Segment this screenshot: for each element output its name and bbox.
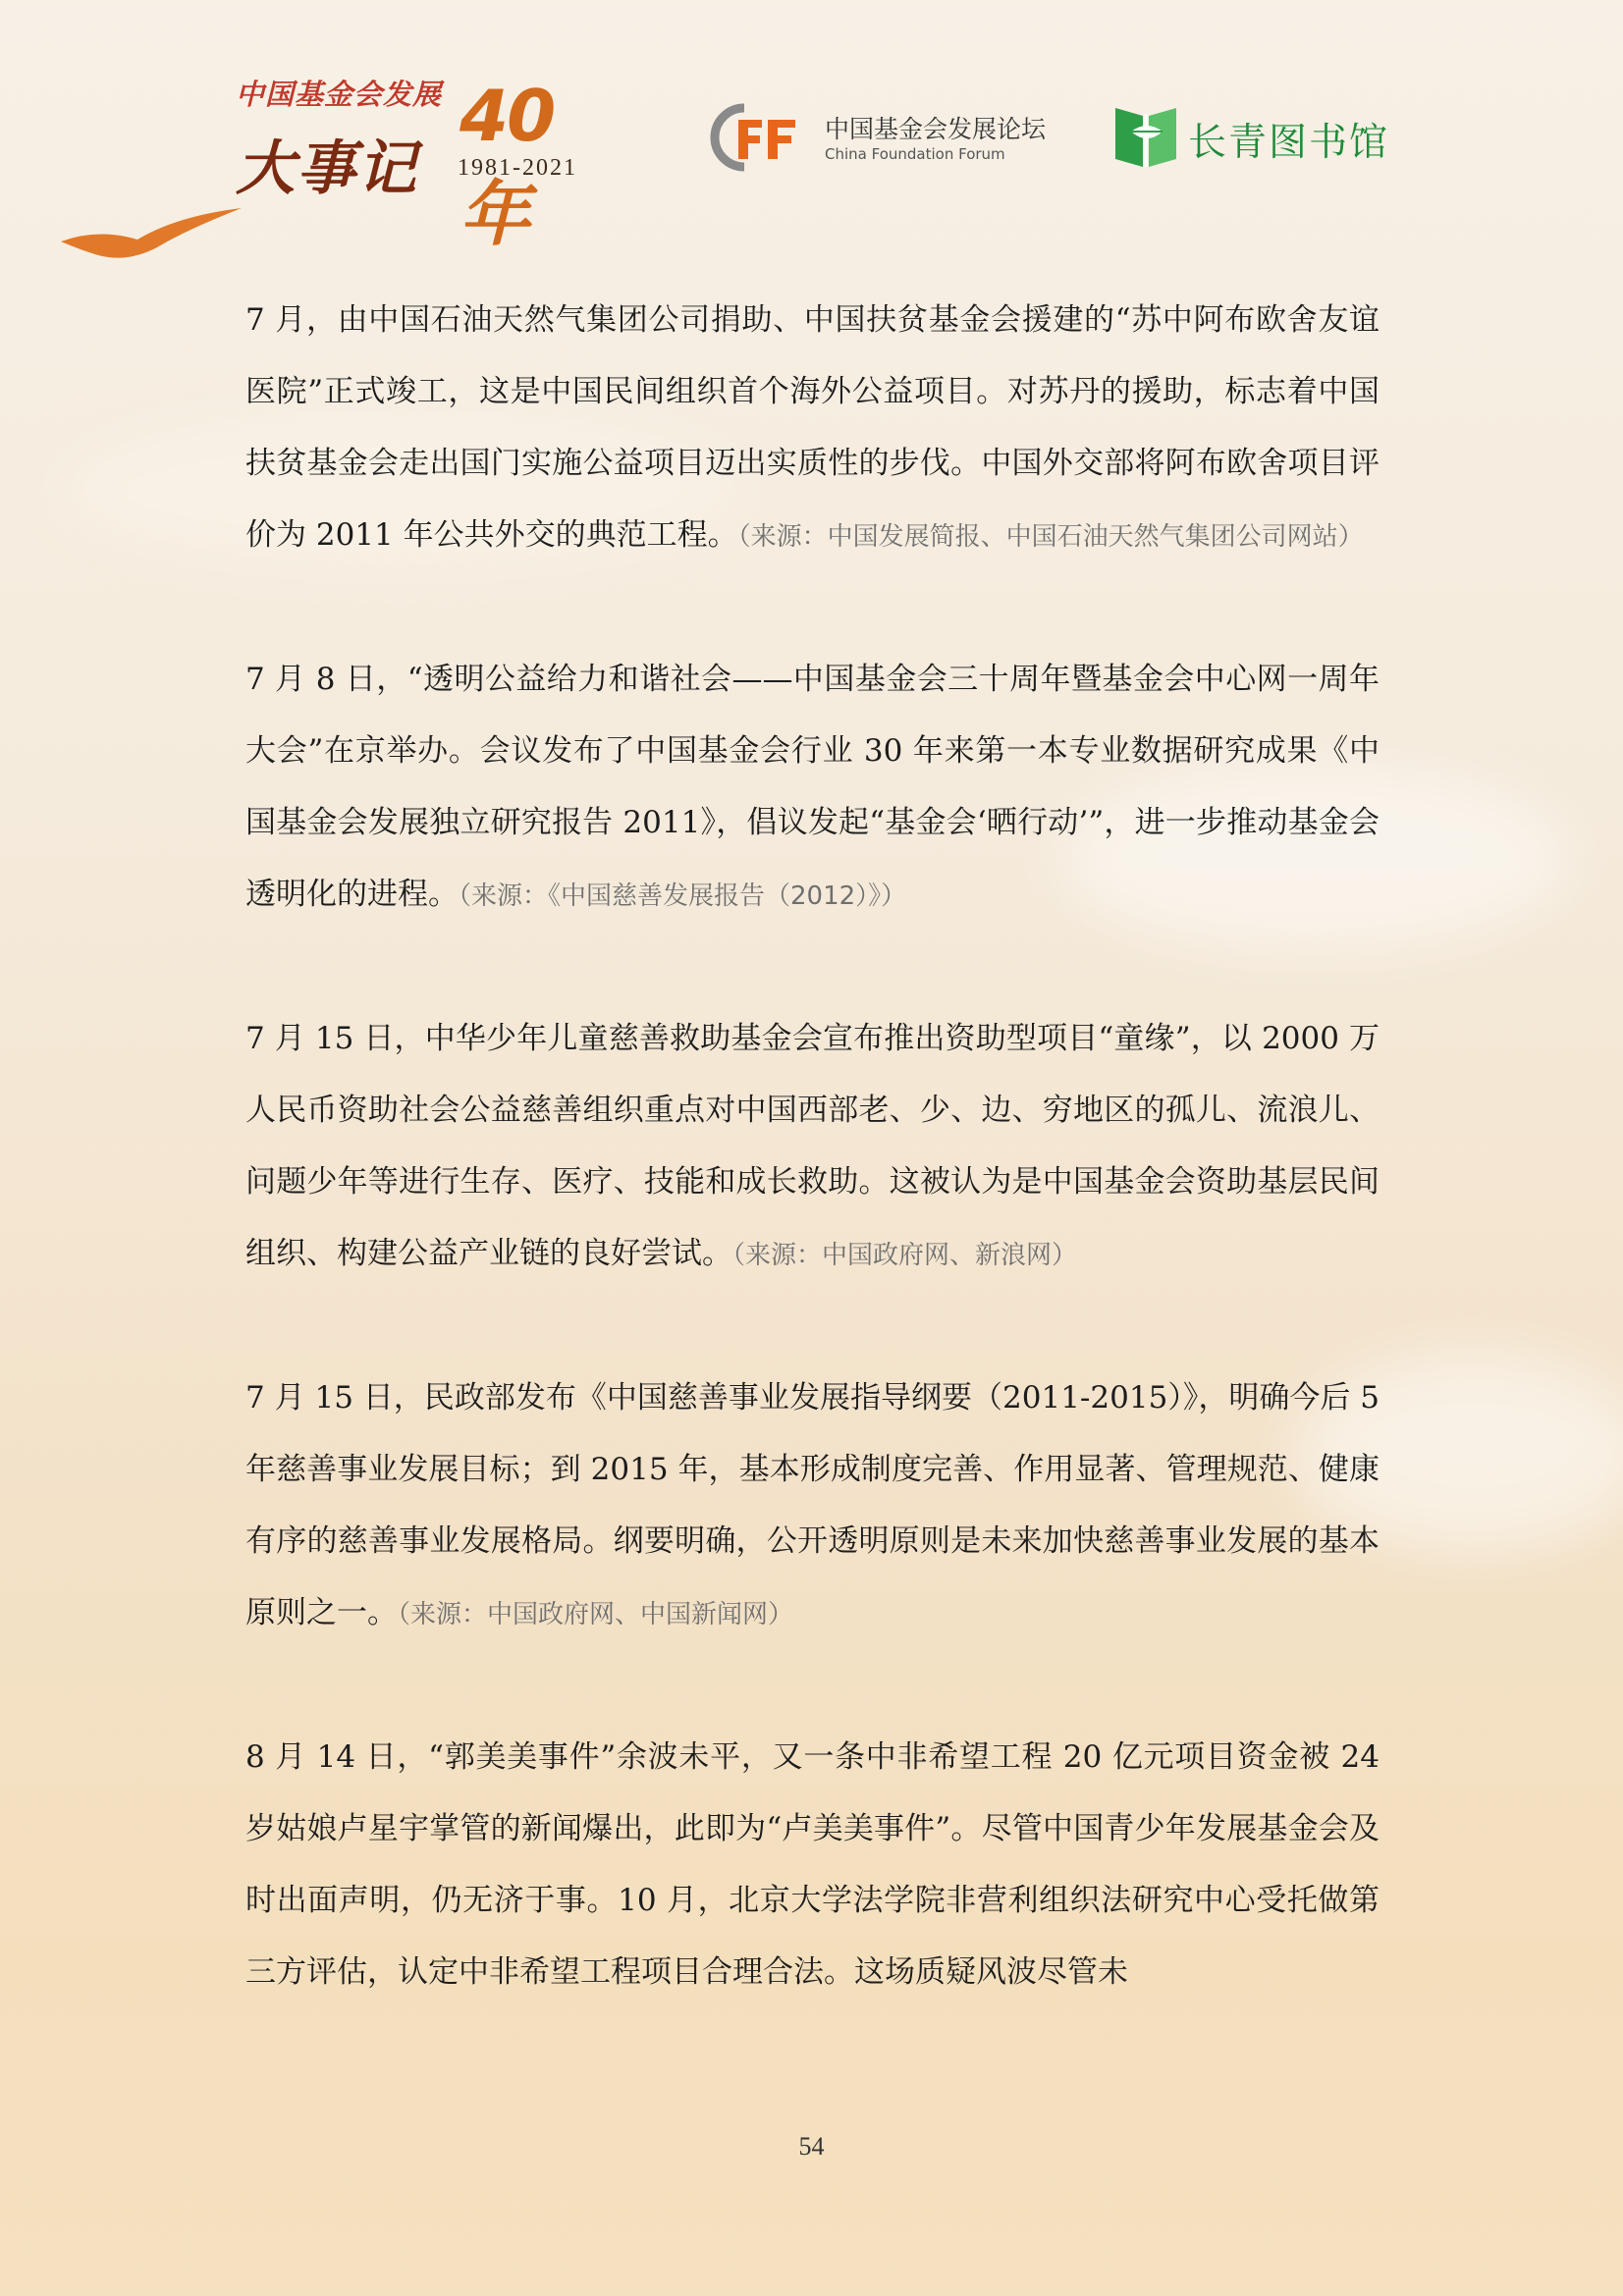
- main-content: [245, 285, 1380, 2081]
- anniversary-logo: [234, 71, 617, 255]
- page-header: [0, 0, 1623, 255]
- event-source: （来源：中国政府网、新浪网）: [732, 1241, 1078, 1270]
- logo-years: 1981-2021: [458, 155, 577, 181]
- event-paragraph: [245, 644, 1380, 933]
- event-text: 7 月 15 日，中华少年儿童慈善救助基金会宣布推出资助型项目“童缘”，以 2000 万人民币资助社会公益慈善组织重点对中国西部老、少、边、穷地区的孤儿、流浪儿、问题少年等进行生存、医疗、技能和成长救助。这被认为是中国基金会资助基层民间组织、构建公益产业链的良好尝试。: [245, 1021, 1380, 1271]
- event-source: （来源：《中国慈善发展报告（2012）》）: [459, 881, 907, 911]
- event-text: 7 月 8 日，“透明公益给力和谐社会——中国基金会三十周年暨基金会中心网一周年大会”在京举办。会议发布了中国基金会行业 30 年来第一本专业数据研究成果《中国基金会发展独立研究报告 2011》，倡议发起“基金会‘晒行动’”，进一步推动基金会透明化的进程。: [245, 662, 1380, 912]
- changqing-library-logo: [1111, 102, 1406, 171]
- forum-name-en: China Foundation Forum: [825, 145, 1005, 163]
- page-number: 54: [798, 2132, 825, 2161]
- event-paragraph: [245, 285, 1380, 573]
- cff-mark-icon: [705, 98, 813, 177]
- logo-forty: 40年: [460, 75, 555, 255]
- event-text: 8 月 14 日，“郭美美事件”余波未平，又一条中非希望工程 20 亿元项目资金被 24 岁姑娘卢星宇掌管的新闻爆出，此即为“卢美美事件”。尽管中国青少年发展基金会及时出面声明，仍无济于事。10 月，北京大学法学院非营利组织法研究中心受托做第三方评估，认定中非希望工程项目合理合法。这场质疑风波尽管未: [245, 1739, 1380, 1990]
- library-name: 长青图书馆: [1188, 121, 1390, 165]
- event-paragraph: [245, 1362, 1380, 1651]
- book-leaf-icon: [1111, 102, 1180, 171]
- event-paragraph: [245, 1003, 1380, 1292]
- event-paragraph: [245, 1722, 1380, 2010]
- event-source: （来源：中国发展简报、中国石油天然气集团公司网站）: [737, 522, 1364, 552]
- logo-small-title: 中国基金会发展: [236, 78, 443, 111]
- event-text: 7 月 15 日，民政部发布《中国慈善事业发展指导纲要（2011-2015）》，明确今后 5 年慈善事业发展目标；到 2015 年，基本形成制度完善、作用显著、管理规范、健康有序的慈善事业发展格局。纲要明确，公开透明原则是未来加快慈善事业发展的基本原则之一。: [245, 1380, 1380, 1630]
- logo-big-title: 大事记: [236, 134, 418, 203]
- china-foundation-forum-logo: [705, 98, 1078, 177]
- seagull-icon: [59, 206, 245, 265]
- forum-name-cn: 中国基金会发展论坛: [825, 115, 1047, 143]
- event-source: （来源：中国政府网、中国新闻网）: [398, 1600, 794, 1629]
- event-text: 7 月，由中国石油天然气集团公司捐助、中国扶贫基金会援建的“苏中阿布欧舍友谊医院”正式竣工，这是中国民间组织首个海外公益项目。对苏丹的援助，标志着中国扶贫基金会走出国门实施公益项目迈出实质性的步伐。中国外交部将阿布欧舍项目评价为 2011 年公共外交的典范工程。: [245, 302, 1380, 553]
